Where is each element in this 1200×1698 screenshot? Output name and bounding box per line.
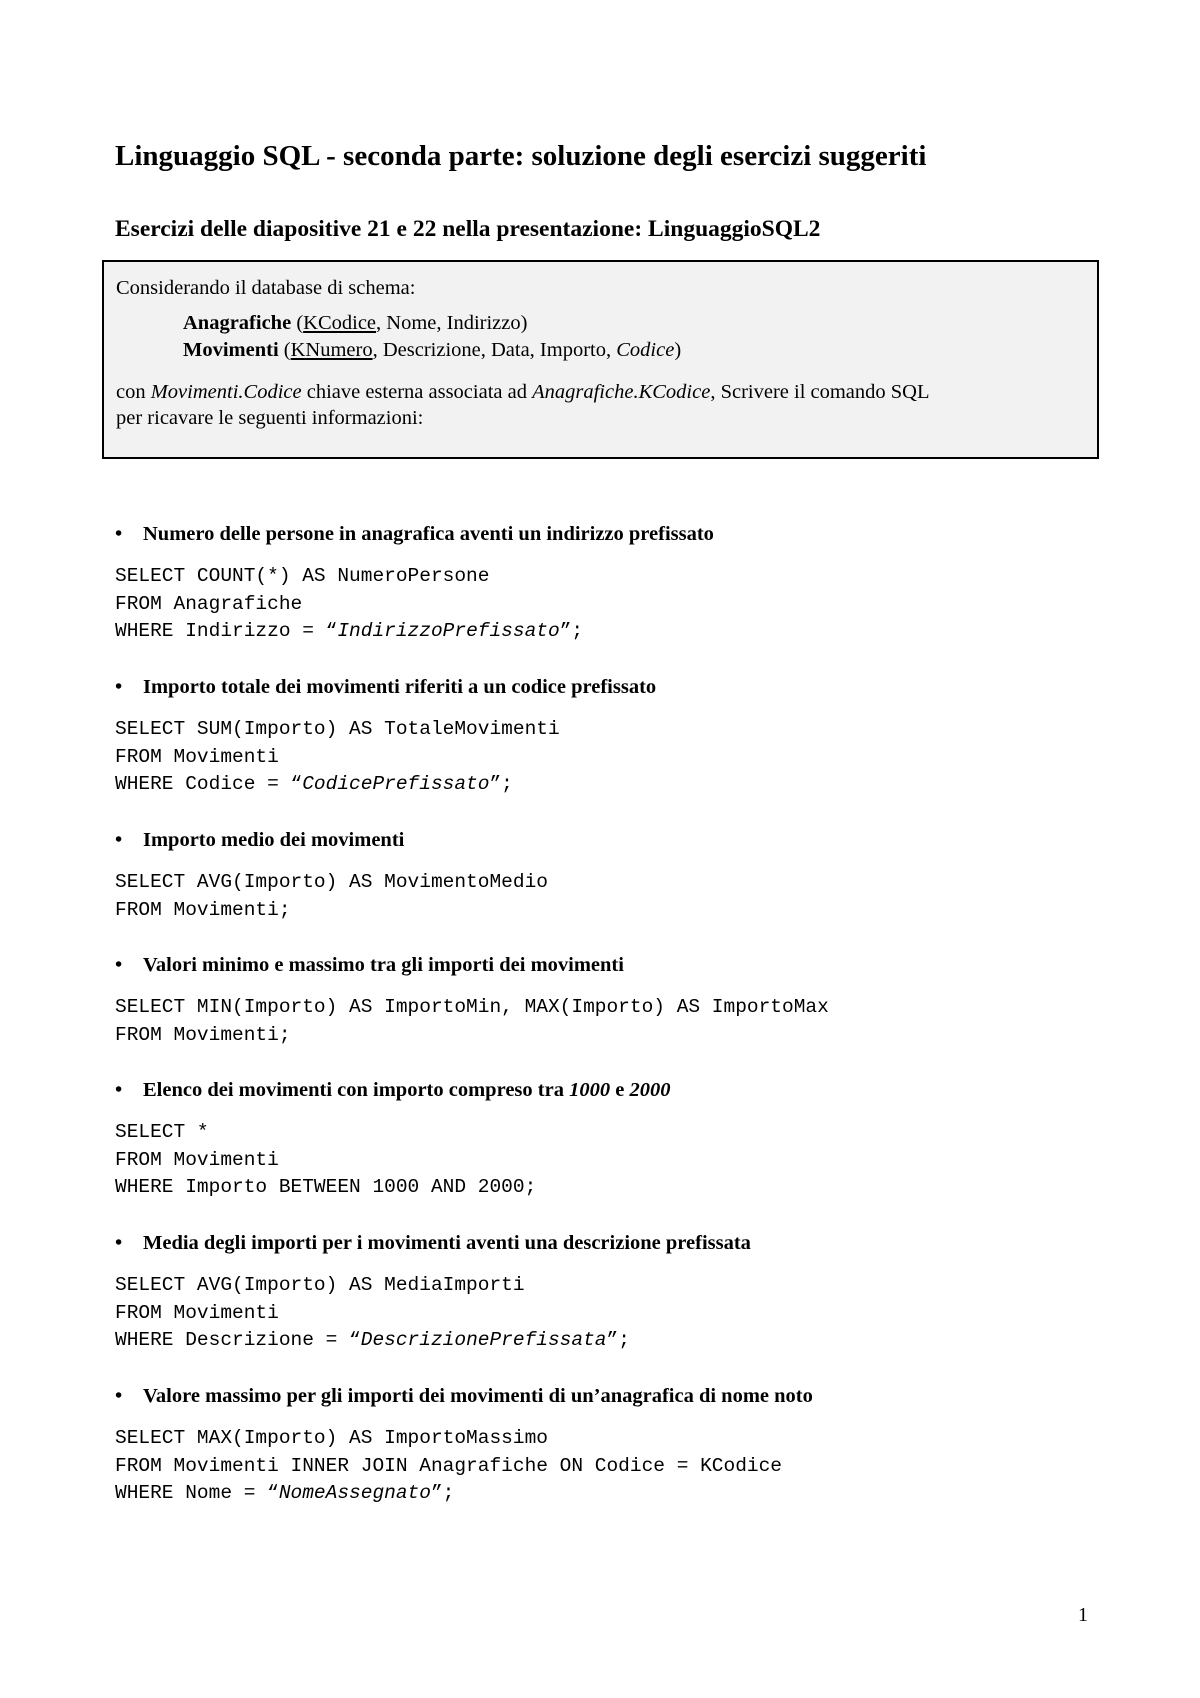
exercise-5-title: • Elenco dei movimenti con importo compreso tra 1000 e 2000 bbox=[115, 1079, 671, 1101]
table-name: Movimenti bbox=[183, 339, 279, 361]
bullet-icon: • bbox=[115, 676, 123, 698]
schema-box bbox=[102, 260, 1099, 459]
schema-intro: Considerando il database di schema: bbox=[116, 277, 416, 299]
exercise-4-title: • Valori minimo e massimo tra gli importi dei movimenti bbox=[115, 954, 624, 976]
exercise-2-sql: SELECT SUM(Importo) AS TotaleMovimenti FROM Movimenti WHERE Codice = “CodicePrefissato”; bbox=[115, 718, 560, 795]
foreign-key: Codice bbox=[616, 339, 675, 361]
exercise-3-title: • Importo medio dei movimenti bbox=[115, 829, 405, 851]
exercise-7-title: • Valore massimo per gli importi dei movimenti di un’anagrafica di nome noto bbox=[115, 1385, 813, 1407]
schema-table-movimenti: Movimenti (KNumero, Descrizione, Data, Importo, Codice) bbox=[183, 339, 682, 361]
schema-table-anagrafiche: Anagrafiche (KCodice, Nome, Indirizzo) bbox=[183, 312, 528, 334]
bullet-icon: • bbox=[115, 1079, 123, 1101]
table-name: Anagrafiche bbox=[183, 312, 292, 334]
primary-key: KNumero bbox=[290, 339, 373, 361]
exercise-5-sql: SELECT * FROM Movimenti WHERE Importo BETWEEN 1000 AND 2000; bbox=[115, 1121, 537, 1198]
bullet-icon: • bbox=[115, 954, 123, 976]
exercise-2-title: • Importo totale dei movimenti riferiti a un codice prefissato bbox=[115, 676, 657, 698]
document-title: Linguaggio SQL - seconda parte: soluzione degli esercizi suggeriti bbox=[115, 140, 927, 172]
exercise-3-sql: SELECT AVG(Importo) AS MovimentoMedio FROM Movimenti; bbox=[115, 871, 548, 921]
exercise-1-sql: SELECT COUNT(*) AS NumeroPersone FROM Anagrafiche WHERE Indirizzo = “IndirizzoPrefissato”; bbox=[115, 565, 584, 642]
bullet-icon: • bbox=[115, 523, 123, 545]
exercise-6-title: • Media degli importi per i movimenti aventi una descrizione prefissata bbox=[115, 1232, 751, 1254]
schema-description-line2: per ricavare le seguenti informazioni: bbox=[116, 407, 424, 429]
primary-key: KCodice bbox=[303, 312, 377, 334]
exercise-7-sql: SELECT MAX(Importo) AS ImportoMassimo FROM Movimenti INNER JOIN Anagrafiche ON Codice = KCodice WHERE Nome = “NomeAssegnato”; bbox=[115, 1427, 783, 1504]
exercise-1-title: • Numero delle persone in anagrafica aventi un indirizzo prefissato bbox=[115, 523, 714, 545]
bullet-icon: • bbox=[115, 1385, 123, 1407]
bullet-icon: • bbox=[115, 829, 123, 851]
schema-description: con Movimenti.Codice chiave esterna associata ad Anagrafiche.KCodice, Scrivere il comando SQL bbox=[116, 381, 930, 403]
document-subtitle: Esercizi delle diapositive 21 e 22 nella presentazione: LinguaggioSQL2 bbox=[115, 216, 821, 242]
exercise-4-sql: SELECT MIN(Importo) AS ImportoMin, MAX(Importo) AS ImportoMax FROM Movimenti; bbox=[115, 996, 829, 1046]
page-number: 1 bbox=[1078, 1604, 1088, 1626]
bullet-icon: • bbox=[115, 1232, 123, 1254]
exercise-6-sql: SELECT AVG(Importo) AS MediaImporti FROM Movimenti WHERE Descrizione = “DescrizionePrefissata”; bbox=[115, 1274, 630, 1351]
